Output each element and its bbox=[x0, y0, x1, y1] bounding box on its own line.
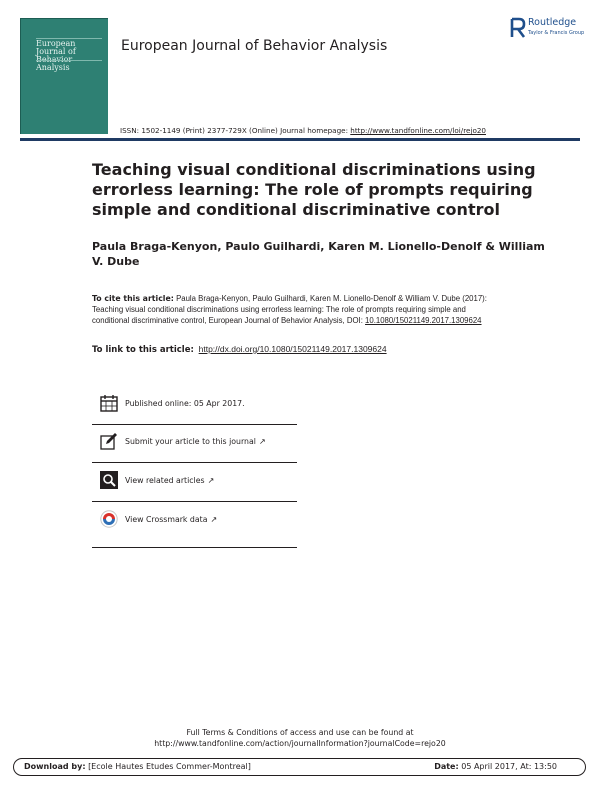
crossmark-icon bbox=[100, 510, 118, 528]
external-link-icon: ↗ bbox=[210, 515, 218, 524]
external-link-icon: ↗ bbox=[258, 437, 266, 446]
related-articles-row[interactable] bbox=[92, 463, 297, 502]
article-doi-url[interactable]: http://dx.doi.org/10.1080/15021149.2017.1309624 bbox=[198, 344, 387, 354]
doi-link[interactable]: 10.1080/15021149.2017.1309624 bbox=[365, 316, 482, 325]
crossmark-link[interactable] bbox=[125, 515, 217, 524]
submit-article-text: Submit your article to this journal bbox=[125, 437, 256, 446]
edit-pencil-icon bbox=[100, 432, 118, 450]
journal-cover-image bbox=[20, 18, 108, 134]
cover-title: European Journal of Analysis bbox=[36, 39, 76, 72]
related-articles-link[interactable] bbox=[125, 476, 214, 485]
issn-line bbox=[120, 126, 486, 135]
link-label: To link to this article: bbox=[92, 345, 194, 355]
citation-block bbox=[92, 293, 492, 326]
journal-homepage-link[interactable]: http://www.tandfonline.com/loi/rejo20 bbox=[350, 126, 486, 135]
terms-notice bbox=[0, 727, 600, 749]
cover-rule-bottom bbox=[36, 60, 102, 61]
published-online-row bbox=[92, 386, 297, 425]
downloaded-by-value: [Ecole Hautes Etudes Commer-Montreal] bbox=[88, 762, 251, 771]
journal-title[interactable]: European Journal of Behavior Analysis bbox=[121, 38, 388, 54]
download-date-value: 05 April 2017, At: 13:50 bbox=[461, 762, 557, 771]
terms-line-1: Full Terms & Conditions of access and use can be found at bbox=[186, 728, 414, 737]
downloaded-by-label: Download by: bbox=[24, 762, 86, 771]
submit-article-row[interactable] bbox=[92, 424, 297, 463]
article-title: Teaching visual conditional discriminations using errorless learning: The role of prompts requiring simple and conditional discriminative control bbox=[92, 160, 536, 219]
article-authors: Paula Braga-Kenyon, Paulo Guilhardi, Karen M. Lionello-Denolf & William V. Dube bbox=[92, 240, 545, 268]
download-date bbox=[434, 762, 557, 771]
download-date-label: Date: bbox=[434, 762, 459, 771]
citation-label: To cite this article: bbox=[92, 294, 174, 303]
article-link-line bbox=[92, 344, 492, 356]
terms-url[interactable]: http://www.tandfonline.com/action/journalInformation?journalCode=rejo20 bbox=[154, 739, 446, 748]
routledge-logo-icon bbox=[510, 17, 526, 39]
submit-article-link[interactable] bbox=[125, 437, 266, 446]
issn-text: ISSN: 1502-1149 (Print) 2377-729X (Online) Journal homepage: bbox=[120, 126, 351, 135]
search-document-icon bbox=[100, 471, 118, 489]
publisher-name: Routledge bbox=[528, 17, 577, 28]
published-online-text: Published online: 05 Apr 2017. bbox=[125, 399, 245, 408]
publisher-subtitle: Taylor & Francis Group bbox=[528, 30, 585, 36]
citation-text: Paula Braga-Kenyon, Paulo Guilhardi, Karen M. Lionello-Denolf & William V. Dube (2017): Teaching visual conditional discriminations using errorless learning: The role of prompts requiring simple and conditional discriminative control, European Journal of Behavior Analysis, DOI: bbox=[92, 294, 487, 325]
external-link-icon: ↗ bbox=[207, 476, 215, 485]
calendar-icon bbox=[100, 394, 118, 412]
crossmark-text: View Crossmark data bbox=[125, 515, 208, 524]
crossmark-row[interactable] bbox=[92, 502, 297, 548]
downloaded-by bbox=[24, 762, 251, 771]
header-divider bbox=[20, 138, 580, 141]
related-articles-text: View related articles bbox=[125, 476, 205, 485]
download-info-bar bbox=[13, 758, 586, 776]
